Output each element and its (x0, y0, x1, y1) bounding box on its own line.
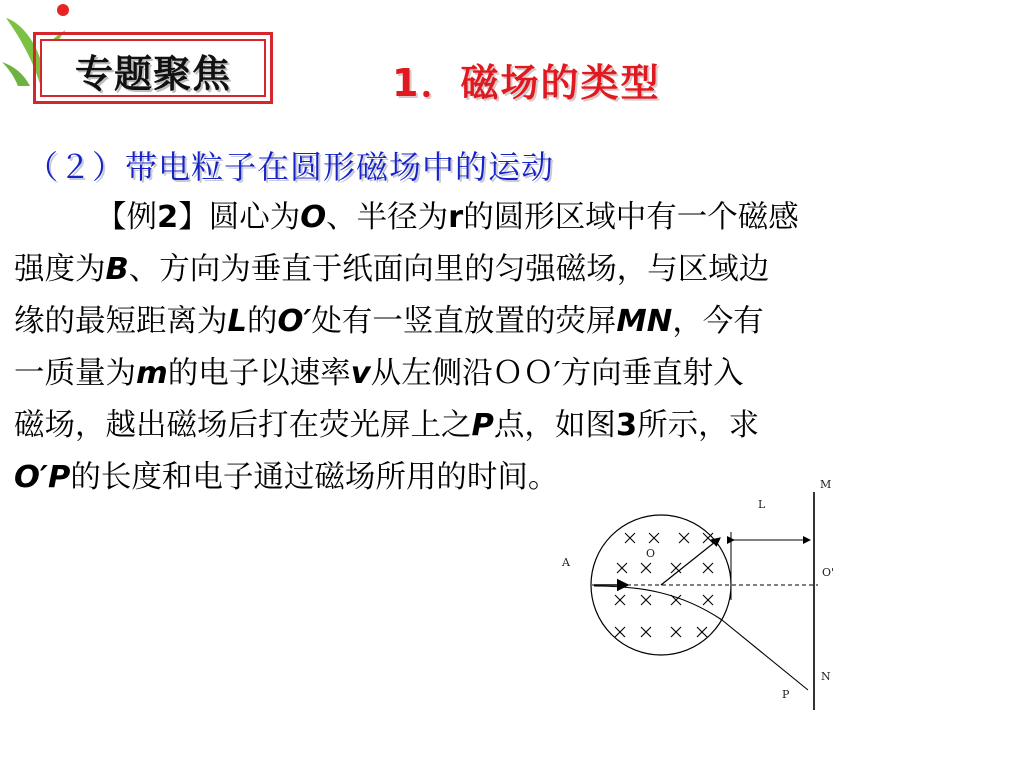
badge-label: 专题聚焦 (74, 52, 231, 96)
field-cross-icon (679, 533, 689, 543)
physics-figure (550, 470, 850, 720)
problem-line: 强度为B、方向为垂直于纸面向里的匀强磁场，与区域边 (14, 252, 770, 287)
exit-ray (722, 620, 808, 690)
field-cross-icon (703, 595, 713, 605)
problem-line: 【例2】圆心为O、半径为r的圆形区域中有一个磁感 (96, 200, 799, 235)
label-O-prime: O' (822, 566, 835, 579)
radius-arrow (661, 538, 720, 585)
field-cross-icon (697, 627, 707, 637)
electron-trajectory (594, 586, 722, 620)
problem-line: 磁场，越出磁场后打在荧光屏上之P点，如图3所示，求 (14, 408, 760, 443)
field-cross-icon (703, 533, 713, 543)
field-cross-icon (641, 595, 651, 605)
field-cross-icon (615, 595, 625, 605)
problem-line: 缘的最短距离为L的O′处有一竖直放置的荧屏MN，今有 (14, 304, 764, 339)
label-O: O (646, 547, 656, 560)
label-N: N (821, 670, 831, 683)
problem-line: 一质量为m的电子以速率v从左侧沿ＯＯ′方向垂直射入 (14, 356, 744, 391)
label-P: P (782, 688, 790, 701)
label-M: M (820, 478, 832, 491)
problem-line: O′P的长度和电子通过磁场所用的时间。 (14, 460, 559, 495)
problem-text (14, 192, 999, 504)
topic-badge (33, 32, 273, 104)
field-cross-icon (703, 563, 713, 573)
field-cross-icon (617, 563, 627, 573)
label-L: L (758, 498, 766, 511)
field-cross-icon (671, 563, 681, 573)
field-cross-icon (649, 533, 659, 543)
field-cross-icon (641, 563, 651, 573)
section-title: 1．磁场的类型 (392, 61, 661, 105)
field-cross-icon (671, 627, 681, 637)
label-A: A (562, 556, 570, 569)
field-cross-icon (615, 627, 625, 637)
field-cross-icon (625, 533, 635, 543)
subheading: （２）带电粒子在圆形磁场中的运动 (26, 148, 555, 186)
field-cross-icon (641, 627, 651, 637)
